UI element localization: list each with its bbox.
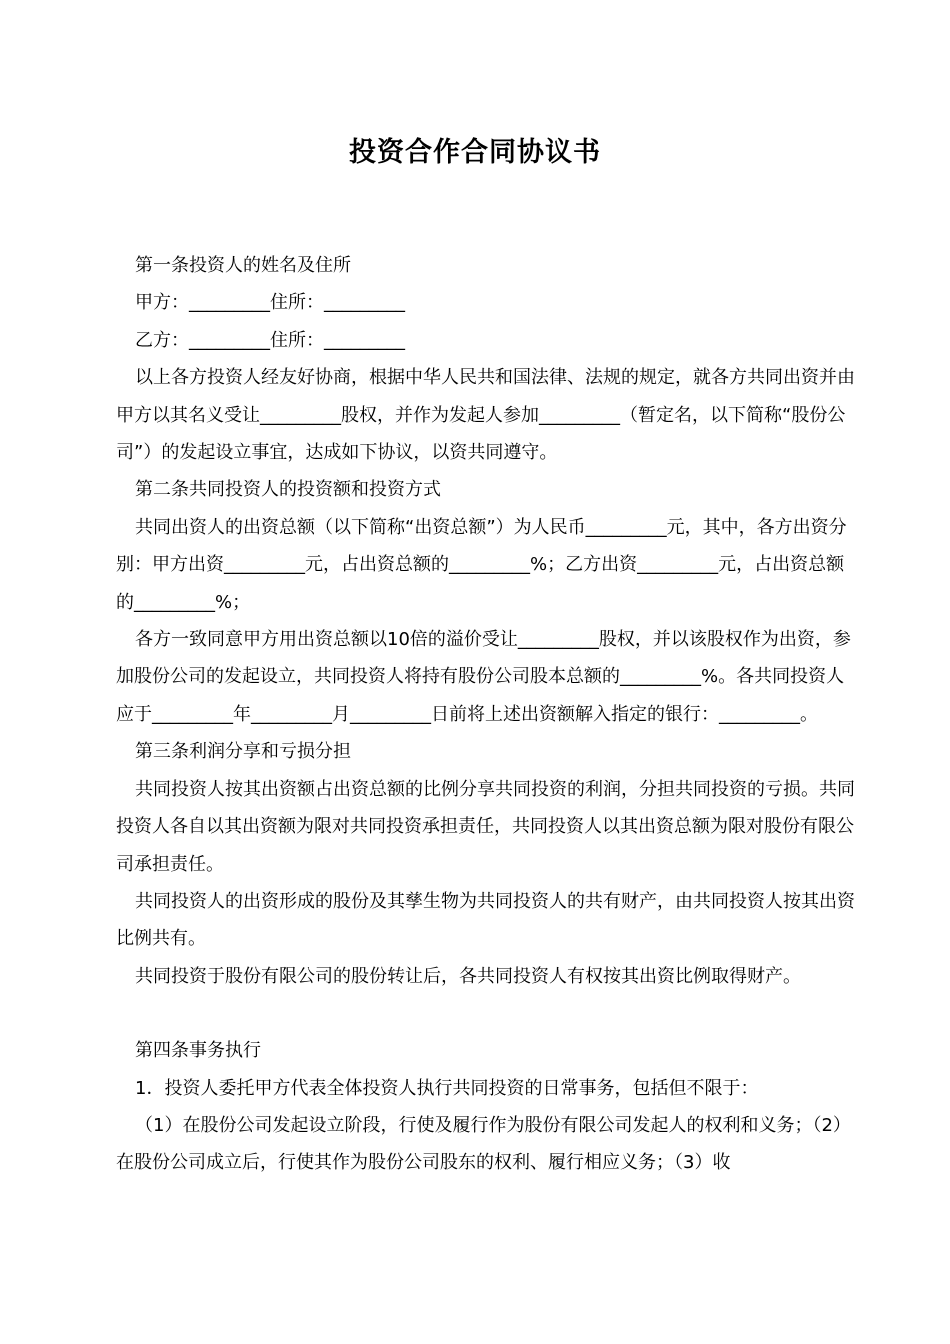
delegation-paragraph: 1．投资人委托甲方代表全体投资人执行共同投资的日常事务，包括但不限于： <box>135 1077 759 1099</box>
party-a-line: 甲方：_________住所：_________ <box>135 292 405 314</box>
preamble-paragraph: 以上各方投资人经友好协商，根据中华人民共和国法律、法规的规定，就各方共同出资并由甲方以其名义受让_________股权，并作为发起人参加_________（暂定名，以下简称“股份公司”）的发起设立事宜，达成如下协议，以资共同遵守。 <box>116 367 855 464</box>
profit-sharing-paragraph: 共同投资人按其出资额占出资总额的比例分享共同投资的利润，分担共同投资的亏损。共同投资人各自以其出资额为限对共同投资承担责任，共同投资人以其出资总额为限对股份有限公司承担责任。 <box>116 778 855 875</box>
common-property-paragraph: 共同投资人的出资形成的股份及其孳生物为共同投资人的共有财产，由共同投资人按其出资比例共有。 <box>116 890 855 950</box>
equity-transfer-paragraph: 各方一致同意甲方用出资总额以10倍的溢价受让_________股权，并以该股权作为出资，参加股份公司的发起设立，共同投资人将持有股份公司股本总额的_________%。各共同投资人应于_________年_________月_________日前将上述出资额解入指定的银行：_________。 <box>116 629 851 725</box>
duties-list-paragraph: （1）在股份公司发起设立阶段，行使及履行作为股份有限公司发起人的权利和义务；（2）在股份公司成立后，行使其作为股份公司股东的权利、履行相应义务；（3）收 <box>116 1114 851 1174</box>
article-1-heading: 第一条投资人的姓名及住所 <box>135 255 351 276</box>
party-b-line: 乙方：_________住所：_________ <box>135 329 405 351</box>
share-transfer-paragraph: 共同投资于股份有限公司的股份转让后，各共同投资人有权按其出资比例取得财产。 <box>135 965 801 987</box>
document-body <box>116 247 860 1182</box>
article-3-heading: 第三条利润分享和亏损分担 <box>135 741 351 763</box>
article-2-heading: 第二条共同投资人的投资额和投资方式 <box>135 479 441 501</box>
document-title: 投资合作合同协议书 <box>349 137 601 168</box>
article-4-heading: 第四条事务执行 <box>135 1040 261 1062</box>
investment-amount-paragraph: 共同出资人的出资总额（以下简称“出资总额”）为人民币_________元，其中，各方出资分别：甲方出资_________元，占出资总额的_________%；乙方出资_________元，占出资总额的_________%； <box>116 516 847 613</box>
